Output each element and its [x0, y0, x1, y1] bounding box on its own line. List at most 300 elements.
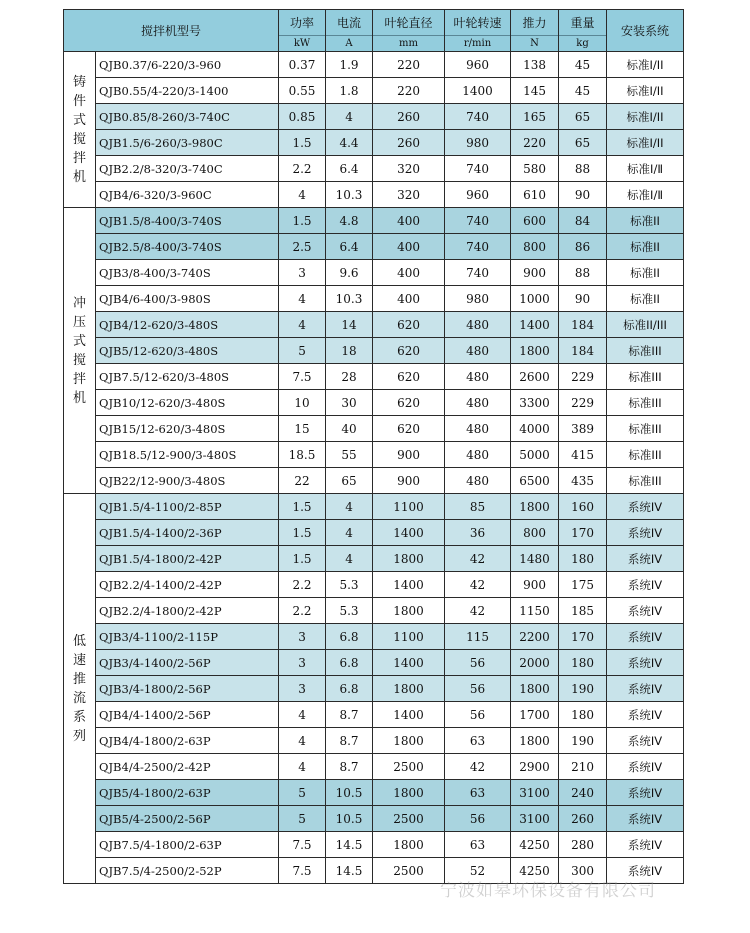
cell-system: 系统IV [607, 650, 684, 676]
cell-model: QJB3/4-1800/2-56P [96, 676, 279, 702]
cell-current: 4 [326, 104, 373, 130]
cell-weight: 180 [559, 702, 607, 728]
unit-current: A [326, 36, 373, 52]
cell-current: 10.3 [326, 182, 373, 208]
cell-weight: 229 [559, 390, 607, 416]
header-speed: 叶轮转速 [445, 10, 511, 36]
cell-weight: 170 [559, 520, 607, 546]
cell-weight: 90 [559, 286, 607, 312]
cell-current: 10.5 [326, 806, 373, 832]
table-row [64, 702, 684, 728]
table-row [64, 806, 684, 832]
cell-speed: 56 [445, 650, 511, 676]
cell-current: 10.3 [326, 286, 373, 312]
cell-system: 标准II [607, 234, 684, 260]
table-row [64, 546, 684, 572]
cell-diameter: 1400 [373, 650, 445, 676]
cell-power: 5 [279, 780, 326, 806]
cell-current: 8.7 [326, 702, 373, 728]
cell-system: 系统IV [607, 858, 684, 884]
cell-current: 14 [326, 312, 373, 338]
cell-power: 1.5 [279, 546, 326, 572]
cell-diameter: 260 [373, 104, 445, 130]
table-row [64, 52, 684, 78]
cell-diameter: 1400 [373, 520, 445, 546]
cell-thrust: 1800 [511, 728, 559, 754]
cell-model: QJB15/12-620/3-480S [96, 416, 279, 442]
cell-diameter: 1800 [373, 598, 445, 624]
cell-current: 1.8 [326, 78, 373, 104]
unit-thrust: N [511, 36, 559, 52]
cell-weight: 240 [559, 780, 607, 806]
cell-power: 7.5 [279, 832, 326, 858]
cell-thrust: 4250 [511, 858, 559, 884]
cell-diameter: 2500 [373, 858, 445, 884]
cell-current: 4.8 [326, 208, 373, 234]
cell-speed: 480 [445, 390, 511, 416]
group-label: 冲压式搅拌机 [64, 208, 96, 494]
table-row [64, 130, 684, 156]
cell-thrust: 1000 [511, 286, 559, 312]
table-row [64, 338, 684, 364]
cell-thrust: 2200 [511, 624, 559, 650]
table-row [64, 312, 684, 338]
cell-system: 标准Ⅰ/II [607, 130, 684, 156]
cell-weight: 88 [559, 156, 607, 182]
cell-power: 1.5 [279, 208, 326, 234]
cell-diameter: 1100 [373, 624, 445, 650]
cell-current: 6.4 [326, 234, 373, 260]
cell-diameter: 1400 [373, 702, 445, 728]
cell-current: 18 [326, 338, 373, 364]
cell-diameter: 260 [373, 130, 445, 156]
cell-system: 标准Ⅰ/II [607, 52, 684, 78]
cell-speed: 740 [445, 104, 511, 130]
cell-power: 4 [279, 286, 326, 312]
cell-current: 28 [326, 364, 373, 390]
cell-diameter: 220 [373, 78, 445, 104]
cell-diameter: 220 [373, 52, 445, 78]
cell-speed: 56 [445, 676, 511, 702]
cell-system: 标准III [607, 442, 684, 468]
cell-weight: 184 [559, 312, 607, 338]
cell-diameter: 2500 [373, 806, 445, 832]
header-current: 电流 [326, 10, 373, 36]
cell-model: QJB3/4-1400/2-56P [96, 650, 279, 676]
cell-model: QJB0.37/6-220/3-960 [96, 52, 279, 78]
cell-speed: 63 [445, 728, 511, 754]
cell-system: 标准III [607, 416, 684, 442]
cell-system: 系统IV [607, 676, 684, 702]
cell-thrust: 800 [511, 520, 559, 546]
cell-speed: 56 [445, 806, 511, 832]
cell-current: 30 [326, 390, 373, 416]
cell-weight: 229 [559, 364, 607, 390]
cell-model: QJB18.5/12-900/3-480S [96, 442, 279, 468]
cell-speed: 480 [445, 312, 511, 338]
table-row [64, 624, 684, 650]
cell-system: 标准II [607, 260, 684, 286]
cell-diameter: 1800 [373, 676, 445, 702]
table-row [64, 260, 684, 286]
cell-thrust: 1150 [511, 598, 559, 624]
cell-system: 系统IV [607, 780, 684, 806]
cell-power: 4 [279, 182, 326, 208]
cell-thrust: 220 [511, 130, 559, 156]
cell-system: 系统IV [607, 598, 684, 624]
cell-thrust: 6500 [511, 468, 559, 494]
table-row [64, 208, 684, 234]
cell-model: QJB2.2/4-1400/2-42P [96, 572, 279, 598]
cell-thrust: 2900 [511, 754, 559, 780]
cell-speed: 52 [445, 858, 511, 884]
cell-system: 标准II/III [607, 312, 684, 338]
cell-thrust: 800 [511, 234, 559, 260]
cell-weight: 84 [559, 208, 607, 234]
cell-thrust: 165 [511, 104, 559, 130]
cell-power: 5 [279, 806, 326, 832]
cell-power: 10 [279, 390, 326, 416]
cell-current: 5.3 [326, 598, 373, 624]
table-row [64, 182, 684, 208]
cell-current: 5.3 [326, 572, 373, 598]
header-model: 搅拌机型号 [64, 10, 279, 52]
cell-model: QJB4/12-620/3-480S [96, 312, 279, 338]
cell-current: 6.8 [326, 624, 373, 650]
header-weight: 重量 [559, 10, 607, 36]
cell-diameter: 620 [373, 312, 445, 338]
cell-weight: 170 [559, 624, 607, 650]
cell-model: QJB3/4-1100/2-115P [96, 624, 279, 650]
cell-power: 3 [279, 260, 326, 286]
cell-power: 7.5 [279, 858, 326, 884]
unit-power: kW [279, 36, 326, 52]
cell-diameter: 900 [373, 442, 445, 468]
cell-power: 1.5 [279, 520, 326, 546]
cell-current: 14.5 [326, 832, 373, 858]
cell-power: 18.5 [279, 442, 326, 468]
cell-model: QJB4/6-400/3-980S [96, 286, 279, 312]
cell-system: 标准III [607, 468, 684, 494]
cell-speed: 480 [445, 468, 511, 494]
cell-diameter: 1800 [373, 780, 445, 806]
unit-weight: kg [559, 36, 607, 52]
cell-weight: 389 [559, 416, 607, 442]
header-thrust: 推力 [511, 10, 559, 36]
cell-diameter: 900 [373, 468, 445, 494]
cell-weight: 180 [559, 546, 607, 572]
cell-speed: 85 [445, 494, 511, 520]
cell-model: QJB4/4-1800/2-63P [96, 728, 279, 754]
cell-power: 2.2 [279, 572, 326, 598]
cell-thrust: 610 [511, 182, 559, 208]
cell-thrust: 1480 [511, 546, 559, 572]
cell-diameter: 1800 [373, 832, 445, 858]
cell-current: 4.4 [326, 130, 373, 156]
cell-weight: 280 [559, 832, 607, 858]
table-row [64, 572, 684, 598]
table-row [64, 832, 684, 858]
cell-system: 系统IV [607, 754, 684, 780]
cell-current: 6.4 [326, 156, 373, 182]
cell-thrust: 138 [511, 52, 559, 78]
cell-thrust: 3300 [511, 390, 559, 416]
cell-thrust: 1800 [511, 494, 559, 520]
cell-diameter: 400 [373, 286, 445, 312]
cell-system: 标准III [607, 364, 684, 390]
table-row [64, 728, 684, 754]
table-row [64, 780, 684, 806]
cell-weight: 88 [559, 260, 607, 286]
cell-speed: 63 [445, 832, 511, 858]
table-row [64, 390, 684, 416]
cell-speed: 36 [445, 520, 511, 546]
cell-power: 3 [279, 650, 326, 676]
cell-thrust: 2000 [511, 650, 559, 676]
cell-thrust: 4000 [511, 416, 559, 442]
cell-diameter: 320 [373, 156, 445, 182]
cell-weight: 190 [559, 728, 607, 754]
cell-current: 55 [326, 442, 373, 468]
cell-power: 0.55 [279, 78, 326, 104]
cell-speed: 480 [445, 416, 511, 442]
cell-thrust: 580 [511, 156, 559, 182]
table-row [64, 156, 684, 182]
cell-speed: 480 [445, 338, 511, 364]
cell-model: QJB4/6-320/3-960C [96, 182, 279, 208]
cell-weight: 175 [559, 572, 607, 598]
cell-thrust: 3100 [511, 780, 559, 806]
cell-diameter: 1100 [373, 494, 445, 520]
table-row [64, 650, 684, 676]
cell-model: QJB4/4-2500/2-42P [96, 754, 279, 780]
cell-speed: 740 [445, 208, 511, 234]
cell-diameter: 620 [373, 338, 445, 364]
cell-model: QJB5/4-2500/2-56P [96, 806, 279, 832]
table-row [64, 754, 684, 780]
cell-speed: 42 [445, 754, 511, 780]
cell-current: 14.5 [326, 858, 373, 884]
cell-power: 2.5 [279, 234, 326, 260]
cell-current: 10.5 [326, 780, 373, 806]
cell-speed: 42 [445, 572, 511, 598]
cell-power: 4 [279, 728, 326, 754]
cell-system: 系统IV [607, 806, 684, 832]
cell-system: 标准Ⅰ/II [607, 104, 684, 130]
table-row [64, 416, 684, 442]
header-row [64, 10, 684, 36]
cell-system: 系统IV [607, 572, 684, 598]
cell-system: 系统IV [607, 728, 684, 754]
cell-speed: 56 [445, 702, 511, 728]
cell-weight: 415 [559, 442, 607, 468]
cell-power: 7.5 [279, 364, 326, 390]
cell-model: QJB5/12-620/3-480S [96, 338, 279, 364]
cell-power: 4 [279, 312, 326, 338]
table-row [64, 442, 684, 468]
cell-system: 标准III [607, 338, 684, 364]
cell-model: QJB22/12-900/3-480S [96, 468, 279, 494]
cell-power: 3 [279, 624, 326, 650]
cell-current: 8.7 [326, 728, 373, 754]
cell-speed: 42 [445, 546, 511, 572]
cell-weight: 45 [559, 52, 607, 78]
cell-model: QJB2.5/8-400/3-740S [96, 234, 279, 260]
table-row [64, 520, 684, 546]
cell-model: QJB10/12-620/3-480S [96, 390, 279, 416]
cell-system: 系统IV [607, 546, 684, 572]
cell-model: QJB1.5/4-1400/2-36P [96, 520, 279, 546]
cell-speed: 740 [445, 156, 511, 182]
header-system: 安装系统 [607, 10, 684, 52]
cell-weight: 435 [559, 468, 607, 494]
cell-current: 4 [326, 494, 373, 520]
cell-current: 65 [326, 468, 373, 494]
cell-current: 6.8 [326, 650, 373, 676]
cell-current: 8.7 [326, 754, 373, 780]
table-row [64, 104, 684, 130]
cell-power: 2.2 [279, 598, 326, 624]
cell-model: QJB1.5/6-260/3-980C [96, 130, 279, 156]
cell-weight: 210 [559, 754, 607, 780]
cell-weight: 190 [559, 676, 607, 702]
cell-power: 0.85 [279, 104, 326, 130]
cell-current: 4 [326, 546, 373, 572]
cell-speed: 63 [445, 780, 511, 806]
cell-diameter: 400 [373, 234, 445, 260]
cell-model: QJB2.2/8-320/3-740C [96, 156, 279, 182]
cell-model: QJB0.55/4-220/3-1400 [96, 78, 279, 104]
cell-speed: 960 [445, 52, 511, 78]
cell-weight: 185 [559, 598, 607, 624]
cell-system: 标准II [607, 208, 684, 234]
cell-speed: 980 [445, 286, 511, 312]
cell-power: 15 [279, 416, 326, 442]
cell-speed: 1400 [445, 78, 511, 104]
cell-speed: 115 [445, 624, 511, 650]
cell-weight: 180 [559, 650, 607, 676]
cell-power: 4 [279, 702, 326, 728]
cell-weight: 160 [559, 494, 607, 520]
cell-thrust: 4250 [511, 832, 559, 858]
cell-current: 1.9 [326, 52, 373, 78]
cell-thrust: 900 [511, 572, 559, 598]
cell-speed: 960 [445, 182, 511, 208]
cell-weight: 260 [559, 806, 607, 832]
table-row [64, 364, 684, 390]
cell-model: QJB5/4-1800/2-63P [96, 780, 279, 806]
cell-model: QJB3/8-400/3-740S [96, 260, 279, 286]
cell-power: 5 [279, 338, 326, 364]
cell-diameter: 1800 [373, 728, 445, 754]
group-label: 低速推流系列 [64, 494, 96, 884]
cell-model: QJB1.5/4-1100/2-85P [96, 494, 279, 520]
cell-thrust: 2600 [511, 364, 559, 390]
cell-speed: 740 [445, 234, 511, 260]
cell-model: QJB7.5/4-1800/2-63P [96, 832, 279, 858]
header-diameter: 叶轮直径 [373, 10, 445, 36]
cell-system: 系统IV [607, 494, 684, 520]
cell-diameter: 1400 [373, 572, 445, 598]
cell-speed: 480 [445, 364, 511, 390]
cell-model: QJB1.5/8-400/3-740S [96, 208, 279, 234]
header-power: 功率 [279, 10, 326, 36]
cell-speed: 42 [445, 598, 511, 624]
cell-system: 系统IV [607, 520, 684, 546]
watermark: 宁波如皋环保设备有限公司 [440, 881, 656, 901]
cell-thrust: 600 [511, 208, 559, 234]
cell-diameter: 400 [373, 260, 445, 286]
cell-diameter: 2500 [373, 754, 445, 780]
cell-model: QJB0.85/8-260/3-740C [96, 104, 279, 130]
table-row [64, 598, 684, 624]
cell-power: 4 [279, 754, 326, 780]
cell-weight: 300 [559, 858, 607, 884]
group-label: 铸件式搅拌机 [64, 52, 96, 208]
cell-thrust: 900 [511, 260, 559, 286]
cell-system: 标准Ⅰ/II [607, 78, 684, 104]
table-row [64, 676, 684, 702]
unit-diameter: mm [373, 36, 445, 52]
cell-thrust: 1800 [511, 338, 559, 364]
cell-weight: 45 [559, 78, 607, 104]
cell-system: 标准Ⅰ/Ⅱ [607, 156, 684, 182]
cell-system: 系统IV [607, 832, 684, 858]
cell-model: QJB2.2/4-1800/2-42P [96, 598, 279, 624]
cell-system: 标准Ⅰ/Ⅱ [607, 182, 684, 208]
table-row [64, 78, 684, 104]
cell-model: QJB4/4-1400/2-56P [96, 702, 279, 728]
cell-thrust: 3100 [511, 806, 559, 832]
cell-speed: 740 [445, 260, 511, 286]
cell-power: 3 [279, 676, 326, 702]
cell-system: 标准II [607, 286, 684, 312]
cell-power: 1.5 [279, 130, 326, 156]
table-row [64, 494, 684, 520]
cell-thrust: 5000 [511, 442, 559, 468]
cell-weight: 184 [559, 338, 607, 364]
cell-system: 标准III [607, 390, 684, 416]
table-row [64, 234, 684, 260]
cell-weight: 90 [559, 182, 607, 208]
cell-thrust: 145 [511, 78, 559, 104]
cell-current: 6.8 [326, 676, 373, 702]
cell-diameter: 620 [373, 416, 445, 442]
cell-system: 系统IV [607, 702, 684, 728]
cell-speed: 480 [445, 442, 511, 468]
cell-thrust: 1400 [511, 312, 559, 338]
cell-current: 4 [326, 520, 373, 546]
cell-model: QJB1.5/4-1800/2-42P [96, 546, 279, 572]
cell-power: 1.5 [279, 494, 326, 520]
cell-diameter: 620 [373, 390, 445, 416]
cell-diameter: 320 [373, 182, 445, 208]
cell-thrust: 1700 [511, 702, 559, 728]
cell-diameter: 620 [373, 364, 445, 390]
table-row [64, 286, 684, 312]
cell-model: QJB7.5/4-2500/2-52P [96, 858, 279, 884]
cell-power: 2.2 [279, 156, 326, 182]
cell-weight: 65 [559, 104, 607, 130]
cell-speed: 980 [445, 130, 511, 156]
cell-system: 系统IV [607, 624, 684, 650]
cell-power: 0.37 [279, 52, 326, 78]
cell-weight: 86 [559, 234, 607, 260]
cell-weight: 65 [559, 130, 607, 156]
unit-speed: r/min [445, 36, 511, 52]
cell-current: 9.6 [326, 260, 373, 286]
cell-diameter: 400 [373, 208, 445, 234]
